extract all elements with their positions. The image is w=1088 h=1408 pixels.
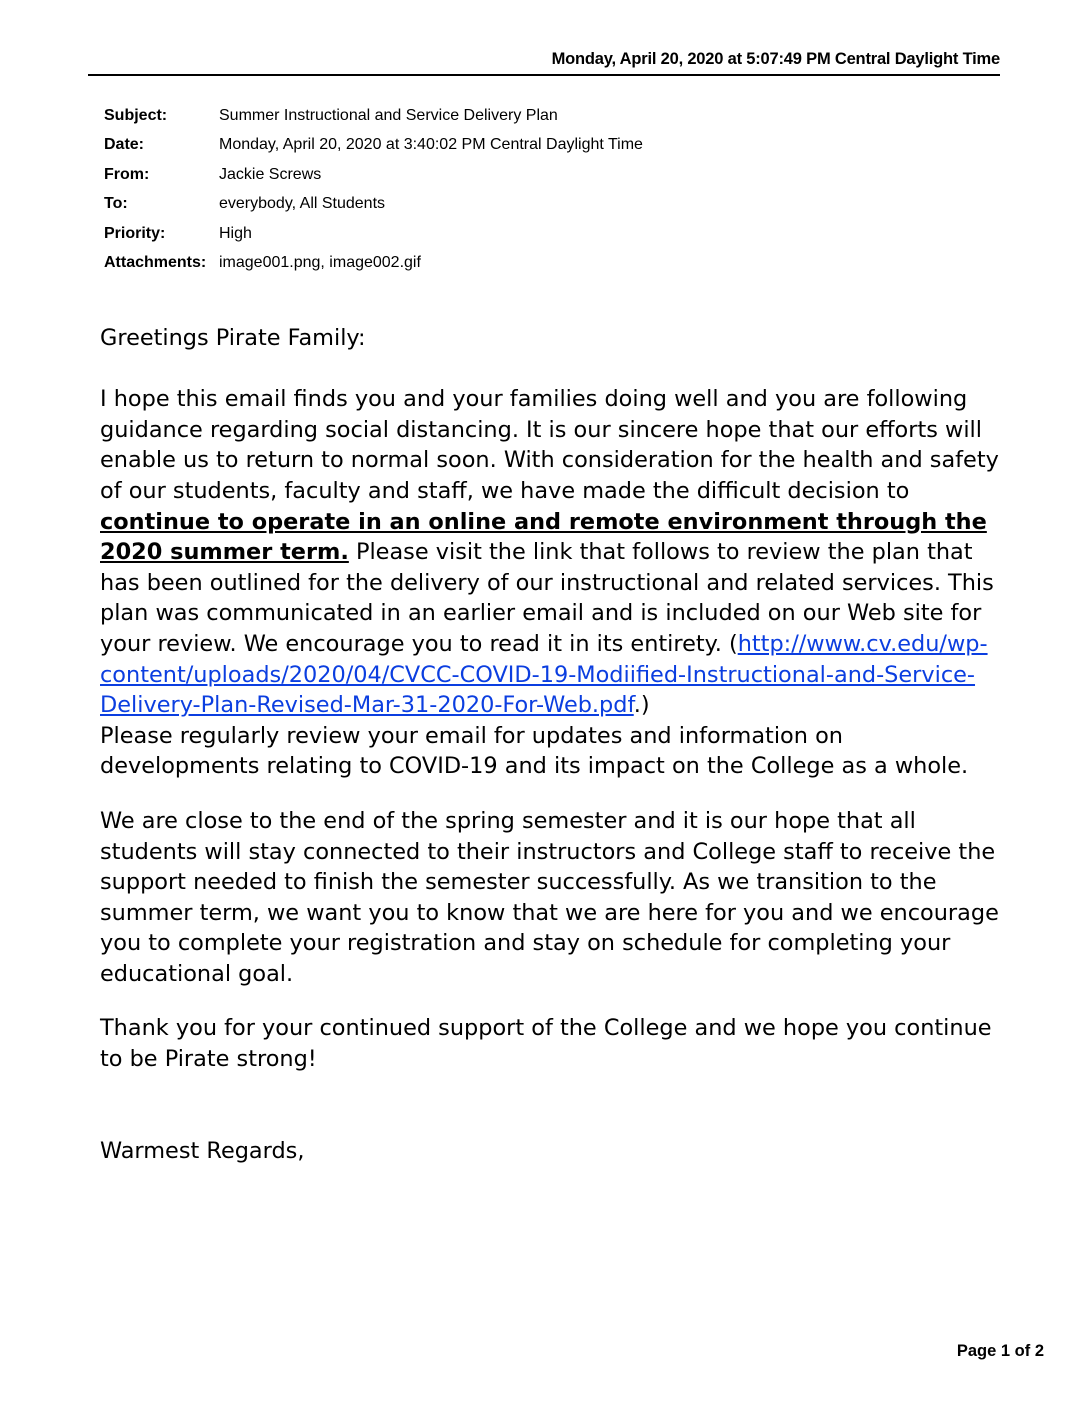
subject-value: Summer Instructional and Service Delivery Plan — [219, 106, 558, 124]
page-number: Page 1 of 2 — [956, 1342, 1044, 1360]
subject-label: Subject: — [104, 106, 168, 124]
p1-text-3: .) — [633, 692, 650, 719]
email-body — [100, 323, 1000, 1166]
to-value: everybody, All Students — [219, 195, 386, 213]
p1-emphasis: continue to operate in an online and remote environment through the 2020 summer term. — [100, 508, 987, 566]
print-timestamp-header: Monday, April 20, 2020 at 5:07:49 PM Central Daylight Time — [551, 50, 1000, 68]
plan-link[interactable]: http://www.cv.edu/wp-content/uploads/2020/04/CVCC-COVID-19-Modiified-Instructional-and-Service-Delivery-Plan-Revised-Mar-31-2020-For-Web.pdf — [100, 630, 988, 719]
to-row — [104, 190, 643, 220]
p1-text: I hope this email finds you and your families doing well and you are following guidance regarding social distancing. It is our sincere hope that our efforts will enable us to return to normal soon. With consideration for the health and safety of our students, faculty and staff, we have made the difficult decision to — [100, 386, 999, 504]
attachments-label: Attachments: — [104, 254, 207, 272]
header-divider — [88, 74, 1000, 76]
p1-text-2: Please visit the link that follows to review the plan that has been outlined for the delivery of our instructional and related services. This plan was communicated in an earlier email and is included on our Web site for your review. We encourage you to read it in its entirety. ( — [100, 539, 994, 657]
p1-tail: Please regularly review your email for updates and information on developments relating to COVID-19 and its impact on the College as a whole. — [100, 722, 969, 780]
body-paragraph-3: Thank you for your continued support of the College and we hope you continue to be Pirate strong! — [100, 1015, 992, 1073]
from-row — [104, 160, 643, 190]
priority-value: High — [219, 224, 252, 242]
attachments-row — [104, 249, 643, 279]
to-label: To: — [104, 195, 128, 213]
attachments-value[interactable]: image001.png, image002.gif — [219, 254, 421, 272]
priority-label: Priority: — [104, 224, 166, 242]
closing: Warmest Regards, — [100, 1137, 305, 1164]
email-header-table — [104, 101, 643, 278]
from-value: Jackie Screws — [219, 165, 322, 183]
greeting: Greetings Pirate Family: — [100, 325, 366, 351]
body-paragraph-2: We are close to the end of the spring semester and it is our hope that all students will stay connected to their instructors and College staff to receive the support needed to finish the semester successfully. As we transition to the summer term, we want you to know that we are here for you and we encourage you to complete your registration and stay on schedule for completing your educational goal. — [100, 807, 999, 987]
body-paragraph-1 — [100, 384, 1000, 782]
date-value: Monday, April 20, 2020 at 3:40:02 PM Central Daylight Time — [219, 136, 643, 154]
date-row — [104, 131, 643, 161]
from-label: From: — [104, 165, 150, 183]
subject-row — [104, 101, 643, 131]
date-label: Date: — [104, 136, 145, 154]
priority-row — [104, 219, 643, 249]
